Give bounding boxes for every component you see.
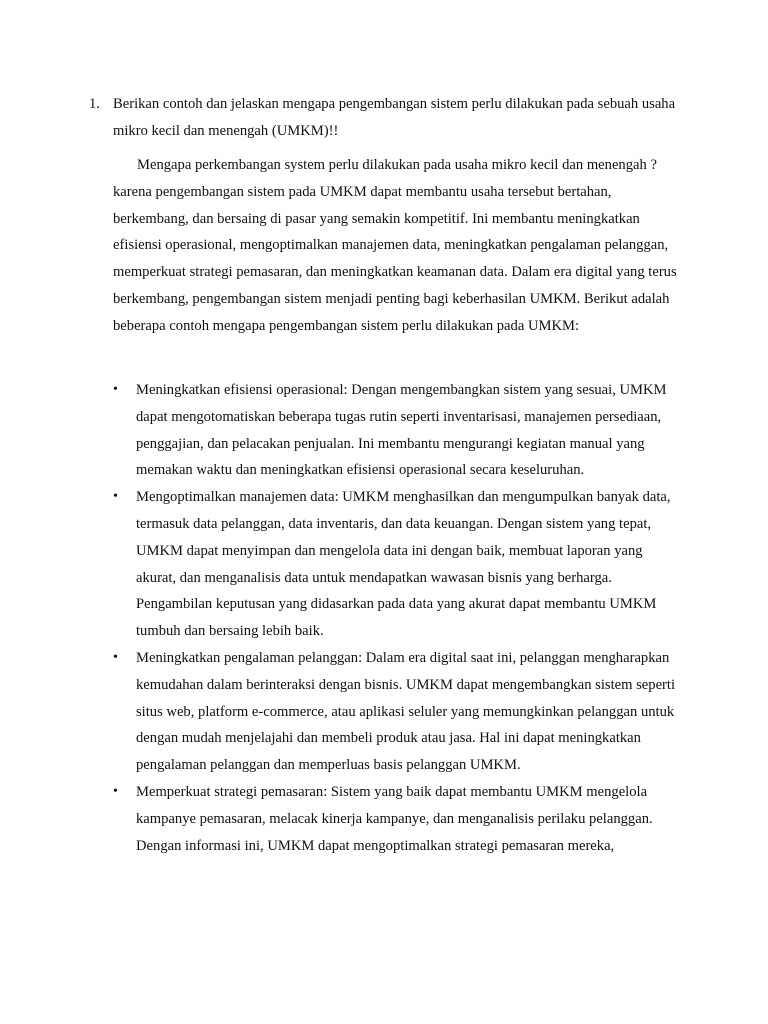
bullet-icon: • bbox=[113, 489, 118, 505]
list-item-text: Meningkatkan efisiensi operasional: Dengan mengembangkan sistem yang sesuai, UMKM dapat mengotomatiskan beberapa tugas rutin seperti inventarisasi, manajemen persediaan, penggajian, dan pelacakan penjualan. Ini membantu mengurangi kegiatan manual yang memakan waktu dan meningkatkan efisiensi operasional secara keseluruhan. bbox=[136, 382, 667, 479]
question-text: Berikan contoh dan jelaskan mengapa pengembangan sistem perlu dilakukan pada sebuah usaha mikro kecil dan menengah (UMKM)!! bbox=[113, 96, 676, 139]
list-item-text: Memperkuat strategi pemasaran: Sistem yang baik dapat membantu UMKM mengelola kampanye pemasaran, melacak kinerja kampanye, dan menganalisis perilaku pelanggan. Dengan informasi ini, UMKM dapat mengoptimalkan strategi pemasaran mereka, bbox=[136, 783, 653, 854]
list-item-text: Meningkatkan pengalaman pelanggan: Dalam era digital saat ini, pelanggan mengharapkan kemudahan dalam berinteraksi dengan bisnis. UMKM dapat mengembangkan sistem seperti situs web, platform e-commerce, atau aplikasi seluler yang memungkinkan pelanggan untuk dengan mudah menjelajahi dan membeli produk atau jasa. Hal ini dapat meningkatkan pengalaman pelanggan dan memperluas basis pelanggan UMKM. bbox=[136, 649, 676, 774]
bullet-icon: • bbox=[113, 649, 118, 665]
answer-intro-paragraph: Mengapa perkembangan system perlu dilakukan pada usaha mikro kecil dan menengah ? karena pengembangan sistem pada UMKM dapat membantu usaha tersebut bertahan, berkembang, dan bersaing di pasar yang semakin kompetitif. Ini membantu meningkatkan efisiensi operasional, mengoptimalkan manajemen data, meningkatkan pengalaman pelanggan, memperkuat strategi pemasaran, dan meningkatkan keamanan data. Dalam era digital yang terus berkembang, pengembangan sistem menjadi penting bagi keberhasilan UMKM. Berikut adalah beberapa contoh mengapa pengembangan sistem perlu dilakukan pada UMKM: bbox=[113, 157, 677, 334]
bullet-icon: • bbox=[113, 382, 118, 397]
list-item bbox=[113, 779, 679, 859]
list-item-text: Mengoptimalkan manajemen data: UMKM menghasilkan dan mengumpulkan banyak data, termasuk data pelanggan, data inventaris, dan data keuangan. Dengan sistem yang tepat, UMKM dapat menyimpan dan mengelola data ini dengan baik, membuat laporan yang akurat, dan menganalisis data untuk mendapatkan wawasan bisnis yang berharga. Pengambilan keputusan yang didasarkan pada data yang akurat dapat membantu UMKM tumbuh dan bersaing lebih baik. bbox=[136, 489, 671, 640]
list-item bbox=[113, 484, 679, 645]
bullet-list bbox=[113, 377, 679, 859]
list-item bbox=[113, 377, 679, 484]
question-item bbox=[89, 91, 679, 145]
list-item bbox=[113, 645, 679, 779]
question-number: 1. bbox=[89, 96, 100, 112]
bullet-icon: • bbox=[113, 783, 118, 799]
